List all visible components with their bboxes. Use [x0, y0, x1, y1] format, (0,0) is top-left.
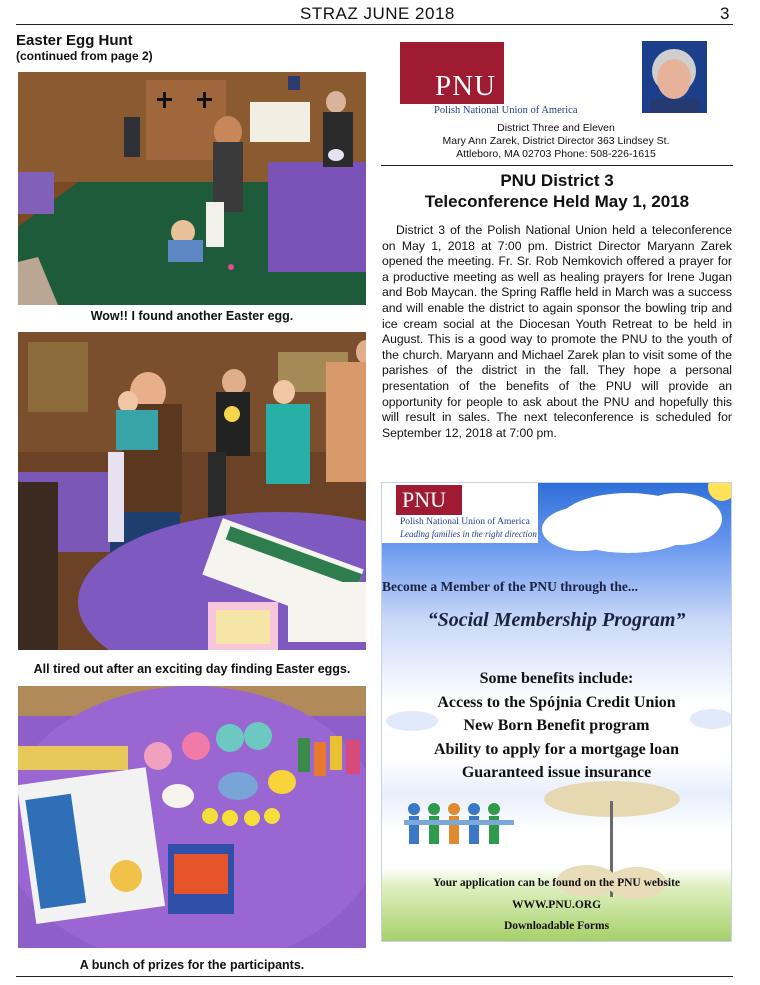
district-line-3: Attleboro, MA 02703 Phone: 508-226-1615	[456, 148, 656, 160]
section-title: Easter Egg Hunt	[16, 32, 133, 49]
ad-logo-subtitle: Polish National Union of America	[400, 517, 530, 527]
photo-caption-2: All tired out after an exciting day finding Easter eggs.	[33, 662, 351, 676]
social-membership-ad	[381, 482, 732, 942]
family-figures-icon	[404, 803, 514, 844]
pnu-logo-text: PNU	[435, 70, 497, 102]
ad-logo-tagline: Leading families in the right direction	[400, 529, 537, 539]
district-line-1: District Three and Eleven	[497, 122, 615, 134]
ad-benefit-item: New Born Benefit program	[463, 717, 650, 734]
photo-easter-egg-found	[18, 72, 366, 305]
ad-pnu-logo-text: PNU	[402, 487, 447, 512]
ad-footer-line-1: Your application can be found on the PNU website	[432, 877, 681, 889]
article-title	[381, 170, 733, 212]
ad-benefits-list	[382, 667, 731, 785]
article-title-line-2: Teleconference Held May 1, 2018	[424, 192, 690, 211]
ad-website-link[interactable]: WWW.PNU.ORG	[511, 898, 602, 911]
photo-prizes	[18, 686, 366, 948]
ad-program-name: “Social Membership Program”	[427, 609, 686, 631]
district-rule	[381, 165, 733, 166]
header-rule	[16, 24, 733, 25]
ad-footer	[382, 873, 731, 938]
ad-footer-line-3: Downloadable Forms	[503, 920, 610, 932]
footer-rule	[16, 976, 733, 977]
photo-caption-1: Wow!! I found another Easter egg.	[90, 309, 294, 323]
article-body: District 3 of the Polish National Union held a teleconference on May 1, 2018 at 7:00 pm. District Director Maryann Zarek opened the meeting. Fr. Sr. Rob Nemkovich offered a prayer for a productive meeting as well as healing prayers for Irene Jugan and Bob Maycan. the Spring Raffle held in March was a success and will enable the district to again sponsor the bowling trip and ice cream social at the Diocesan Youth Retreat to be held in August. This is a good way to promote the PNU to the youth of the church. Maryann and Michael Zarek plan to visit some of the parishes of the district in the fall. They hope a personal presentation of the benefits of the PNU will provide an opportunity for people to ask about the PNU and hopefully this will result in sales. The next teleconference is scheduled for September 12, 2018 at 7:00 pm.	[382, 223, 732, 440]
easter-egg-hunt-section	[16, 30, 366, 63]
newsletter-header: STRAZ JUNE 2018	[300, 4, 455, 23]
district-contact-info	[380, 122, 732, 161]
photo-caption-3: A bunch of prizes for the participants.	[79, 958, 305, 972]
ad-benefit-item: Guaranteed issue insurance	[461, 764, 652, 781]
pnu-logo-subtitle: Polish National Union of America	[434, 105, 578, 116]
ad-benefits-title: Some benefits include:	[479, 670, 634, 687]
district-director-portrait	[642, 41, 707, 113]
ad-benefit-item: Access to the Spójnia Credit Union	[437, 693, 676, 711]
ad-benefit-item: Ability to apply for a mortgage loan	[433, 740, 680, 758]
photo-tired-out	[18, 332, 366, 650]
district-line-2: Mary Ann Zarek, District Director 363 Lindsey St.	[442, 135, 670, 147]
article-title-line-1: PNU District 3	[500, 171, 614, 190]
page-number: 3	[720, 4, 730, 23]
ad-become-member: Become a Member of the PNU through the...	[382, 579, 638, 594]
section-subtitle: (continued from page 2)	[16, 49, 153, 63]
